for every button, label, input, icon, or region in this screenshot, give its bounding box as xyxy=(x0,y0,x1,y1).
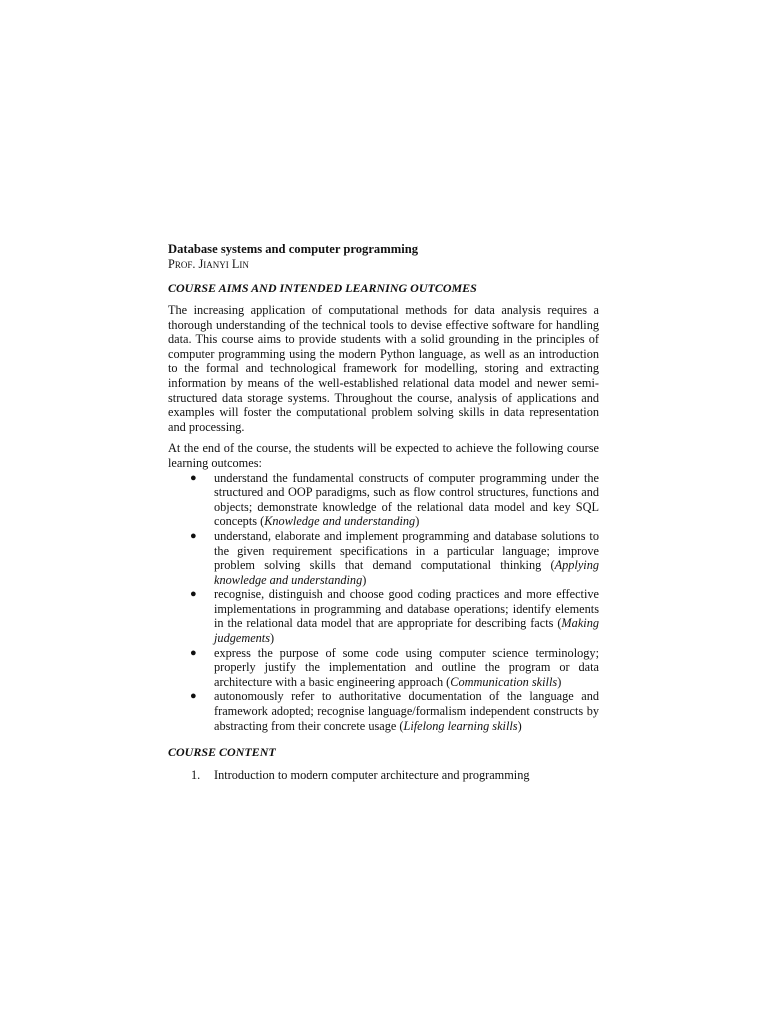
bullet-icon: ● xyxy=(190,529,197,542)
list-item xyxy=(168,471,599,529)
list-item xyxy=(168,646,599,690)
list-item xyxy=(168,689,599,733)
content-heading: COURSE CONTENT xyxy=(168,745,276,760)
outcome-label: Lifelong learning skills xyxy=(403,718,518,733)
bullet-icon: ● xyxy=(190,646,197,659)
outcome-close: ) xyxy=(557,674,562,689)
outcome-text: recognise, distinguish and choose good coding practices and more effective implementations in programming and database operations; identify elements in the relational data model that are appropriate for describing facts ( xyxy=(214,587,599,631)
content-item-text: Introduction to modern computer architecture and programming xyxy=(214,768,530,783)
bullet-icon: ● xyxy=(190,690,197,703)
document-page xyxy=(168,241,599,783)
learning-outcomes-list xyxy=(168,471,599,734)
list-item xyxy=(168,587,599,645)
list-item xyxy=(168,768,599,783)
outcome-close: ) xyxy=(270,631,275,646)
bullet-icon: ● xyxy=(190,471,197,484)
outcome-text: autonomously refer to authoritative documentation of the language and framework adopted; recognise language/formalism independent constructs by abstracting from their concrete usage ( xyxy=(214,689,599,733)
outcome-text: express the purpose of some code using computer science terminology; properly justify the implementation and outline the program or data architecture with a basic engineering approach ( xyxy=(214,645,599,689)
outcome-close: ) xyxy=(517,718,522,733)
aims-paragraph: The increasing application of computational methods for data analysis requires a thorough understanding of the technical tools to devise effective software for handling data. This course aims to provide students with a solid grounding in the principles of computer programming using the modern Python language, as well as an introduction to the formal and technological framework for modelling, storing and extracting information by means of the well-established relational data model and newer semi-structured data storage systems. Throughout the course, analysis of applications and examples will foster the computational problem solving skills in data representation and processing. xyxy=(168,303,599,434)
outcome-label: Making judgements xyxy=(214,616,599,646)
outcome-label: Applying knowledge and understanding xyxy=(214,558,599,587)
item-number: 1. xyxy=(191,768,201,783)
outcome-label: Communication skills xyxy=(450,674,558,689)
outcome-label: Knowledge and understanding xyxy=(264,514,416,529)
outcomes-intro-paragraph: At the end of the course, the students will be expected to achieve the following course learning outcomes: xyxy=(168,441,599,470)
aims-heading: COURSE AIMS AND INTENDED LEARNING OUTCOMES xyxy=(168,281,477,295)
professor-name: Prof. Jianyi Lin xyxy=(168,257,249,271)
course-content-list xyxy=(168,768,599,783)
list-item xyxy=(168,529,599,587)
course-title: Database systems and computer programming xyxy=(168,242,419,256)
outcome-text: understand, elaborate and implement programming and database solutions to the given requirement specifications in a particular language; improve problem solving skills that demand computational thinking ( xyxy=(214,528,599,573)
outcome-text: understand the fundamental constructs of computer programming under the structured and OOP paradigms, such as flow control structures, functions and objects; demonstrate knowledge of the relational data model and key SQL concepts ( xyxy=(214,470,599,529)
bullet-icon: ● xyxy=(190,588,197,601)
outcome-close: ) xyxy=(415,514,420,529)
outcome-close: ) xyxy=(362,572,367,587)
